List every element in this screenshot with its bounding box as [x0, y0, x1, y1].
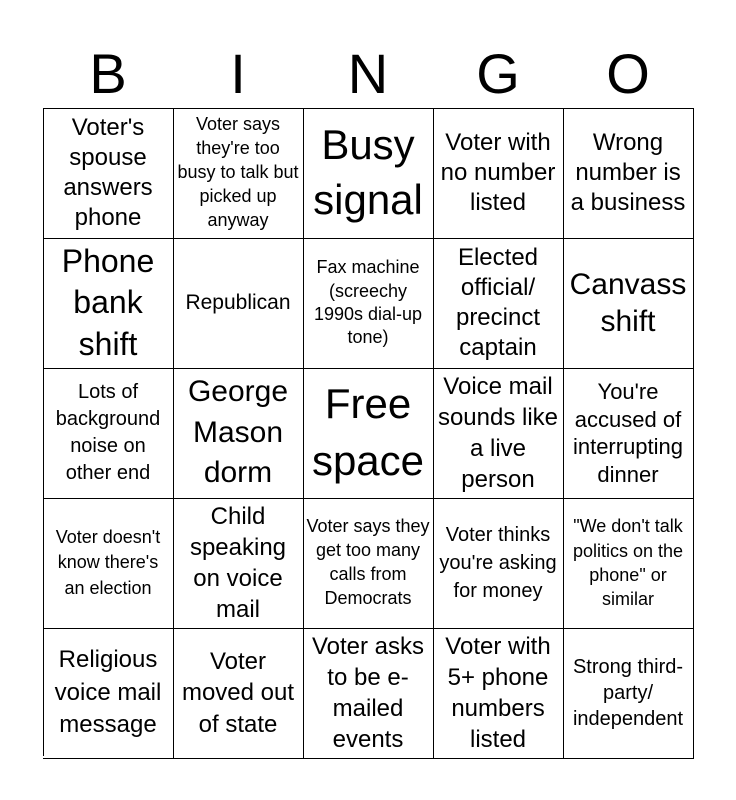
bingo-cell-text: Free space — [311, 380, 425, 484]
bingo-cell-text: Voice mail sounds like a live person — [437, 372, 559, 494]
bingo-cell-text: Busy signal — [313, 121, 423, 223]
bingo-cell-text: Voter says they get too many calls from Democrats — [306, 516, 430, 608]
bingo-cell-text: Wrong number is a business — [570, 129, 686, 216]
bingo-cell[interactable] — [433, 628, 564, 759]
bingo-cell[interactable] — [433, 108, 564, 239]
bingo-cell[interactable] — [563, 498, 694, 629]
bingo-cell-text: Voter thinks you're asking for money — [439, 524, 557, 602]
bingo-cell-text: You're accused of interrupting dinner — [572, 379, 684, 487]
bingo-cell[interactable] — [43, 498, 174, 629]
bingo-cell[interactable] — [43, 368, 174, 499]
bingo-cell-text: Phone bank shift — [61, 242, 155, 362]
bingo-cell[interactable] — [563, 368, 694, 499]
bingo-cell-text: Voter's spouse answers phone — [63, 114, 153, 231]
bingo-cell[interactable] — [173, 498, 304, 629]
bingo-cell-text: Elected official/ precinct captain — [455, 244, 541, 361]
bingo-cell[interactable] — [433, 238, 564, 369]
header-letter-o: O — [606, 42, 650, 105]
bingo-cell-text: Voter doesn't know there's an election — [55, 527, 161, 598]
header-letter-n: N — [347, 42, 389, 105]
bingo-cell-text: Voter with 5+ phone numbers listed — [445, 632, 551, 754]
bingo-cell-text: Voter asks to be e-mailed events — [311, 632, 425, 754]
bingo-cell[interactable] — [303, 108, 434, 239]
bingo-cell[interactable] — [173, 108, 304, 239]
bingo-cell[interactable] — [563, 108, 694, 239]
bingo-cell[interactable] — [173, 368, 304, 499]
header-letter-i: I — [230, 42, 246, 105]
bingo-cell-text: Voter says they're too busy to talk but picked up anyway — [177, 114, 299, 230]
bingo-cell-text: Voter with no number listed — [440, 129, 556, 216]
bingo-cell[interactable] — [433, 368, 564, 499]
bingo-cell[interactable] — [433, 498, 564, 629]
header-letter-g: G — [476, 42, 520, 105]
bingo-cell[interactable] — [303, 368, 434, 499]
bingo-header — [43, 40, 693, 108]
bingo-cell-text: "We don't talk politics on the phone" or similar — [572, 516, 684, 610]
bingo-cell[interactable] — [173, 238, 304, 369]
bingo-cell-text: Lots of background noise on other end — [55, 381, 161, 484]
bingo-cell-text: Voter moved out of state — [181, 648, 295, 738]
bingo-cell[interactable] — [43, 628, 174, 759]
bingo-cell[interactable] — [563, 628, 694, 759]
bingo-grid — [43, 108, 693, 756]
bingo-cell[interactable] — [303, 498, 434, 629]
bingo-cell-text: Canvass shift — [569, 267, 687, 338]
bingo-cell-text: George Mason dorm — [187, 375, 289, 490]
header-letter-b: B — [89, 42, 127, 105]
bingo-cell[interactable] — [303, 628, 434, 759]
bingo-cell[interactable] — [43, 238, 174, 369]
bingo-cell[interactable] — [173, 628, 304, 759]
bingo-cell[interactable] — [303, 238, 434, 369]
bingo-cell-text: Republican — [185, 290, 291, 314]
bingo-cell-text: Strong third-party/ independent — [572, 656, 684, 730]
bingo-cell-text: Religious voice mail message — [54, 646, 162, 739]
bingo-cell-text: Fax machine (screechy 1990s dial-up tone) — [313, 257, 423, 348]
bingo-cell-text: Child speaking on voice mail — [189, 502, 287, 624]
bingo-cell[interactable] — [563, 238, 694, 369]
bingo-cell[interactable] — [43, 108, 174, 239]
